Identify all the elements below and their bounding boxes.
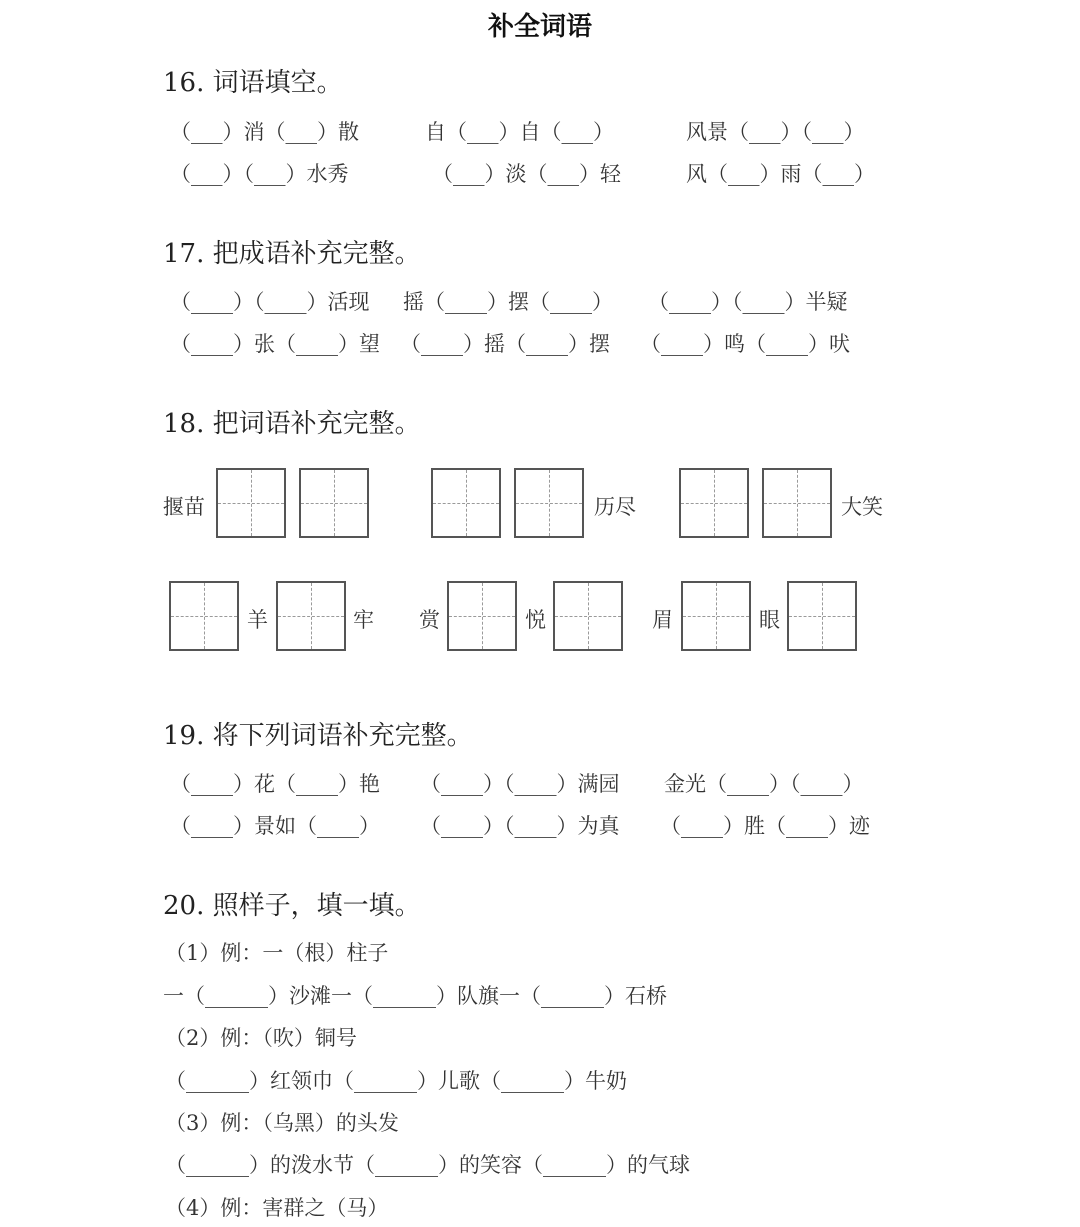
- q20-example-1: （1）例：一（根）柱子: [165, 941, 389, 965]
- q16-r1-c2: 自（___）自（___）: [425, 120, 614, 144]
- q20-fill-2: （______）红领巾（______）儿歌（______）牛奶: [165, 1069, 627, 1093]
- q18-char-lao: 牢: [353, 608, 374, 632]
- q17-heading: 17. 把成语补充完整。: [163, 239, 421, 269]
- page-title: 补全词语: [487, 12, 592, 42]
- q17-r2-c3: （____）鸣（____）吠: [640, 332, 850, 356]
- q20-example-4: （4）例：害群之（马）: [165, 1196, 389, 1220]
- q18-grid-cell[interactable]: [762, 468, 832, 538]
- q18-grid-cell[interactable]: [553, 581, 623, 651]
- q16-heading: 16. 词语填空。: [163, 68, 343, 98]
- q18-grid-cell[interactable]: [787, 581, 857, 651]
- q18-heading: 18. 把词语补充完整。: [163, 409, 421, 439]
- q17-r1-c1: （____）（____）活现: [170, 290, 370, 314]
- q18-char-mei: 眉: [652, 608, 673, 632]
- q18-grid-cell[interactable]: [514, 468, 584, 538]
- q16-r1-c1: （___）消（___）散: [170, 120, 359, 144]
- q18-word-yamiao: 揠苗: [163, 495, 205, 519]
- q18-word-lijin: 历尽: [594, 495, 636, 519]
- q18-grid-cell[interactable]: [276, 581, 346, 651]
- q16-r2-c2: （___）淡（___）轻: [432, 162, 621, 186]
- q17-r2-c1: （____）张（____）望: [170, 332, 380, 356]
- q19-r1-c3: 金光（____）（____）: [664, 772, 864, 796]
- q19-heading: 19. 将下列词语补充完整。: [163, 721, 473, 751]
- q18-grid-cell[interactable]: [299, 468, 369, 538]
- q18-word-daxiao: 大笑: [841, 495, 883, 519]
- q19-r1-c1: （____）花（____）艳: [170, 772, 380, 796]
- q18-grid-cell[interactable]: [216, 468, 286, 538]
- q16-r2-c3: 风（___）雨（___）: [686, 162, 875, 186]
- q20-example-3: （3）例：（乌黑）的头发: [165, 1111, 399, 1135]
- q18-grid-cell[interactable]: [679, 468, 749, 538]
- q17-r1-c2: 摇（____）摆（____）: [403, 290, 613, 314]
- q17-r1-c3: （____）（____）半疑: [648, 290, 848, 314]
- q19-r2-c3: （____）胜（____）迹: [660, 814, 870, 838]
- q18-char-yue: 悦: [525, 608, 546, 632]
- q18-char-yang: 羊: [247, 608, 268, 632]
- q18-char-shang: 赏: [419, 608, 440, 632]
- q18-char-yan: 眼: [759, 608, 780, 632]
- q20-heading: 20. 照样子，填一填。: [163, 891, 421, 921]
- q19-r2-c2: （____）（____）为真: [420, 814, 620, 838]
- q16-r2-c1: （___）（___）水秀: [170, 162, 349, 186]
- q16-r1-c3: 风景（___）（___）: [686, 120, 865, 144]
- q19-r1-c2: （____）（____）满园: [420, 772, 620, 796]
- q20-fill-3: （______）的泼水节（______）的笑容（______）的气球: [165, 1153, 690, 1177]
- q17-r2-c2: （____）摇（____）摆: [400, 332, 610, 356]
- q20-fill-1: 一（______）沙滩一（______）队旗一（______）石桥: [163, 984, 667, 1008]
- q18-grid-cell[interactable]: [431, 468, 501, 538]
- q18-grid-cell[interactable]: [447, 581, 517, 651]
- q18-grid-cell[interactable]: [169, 581, 239, 651]
- q19-r2-c1: （____）景如（____）: [170, 814, 380, 838]
- q18-grid-cell[interactable]: [681, 581, 751, 651]
- q20-example-2: （2）例：（吹）铜号: [165, 1026, 357, 1050]
